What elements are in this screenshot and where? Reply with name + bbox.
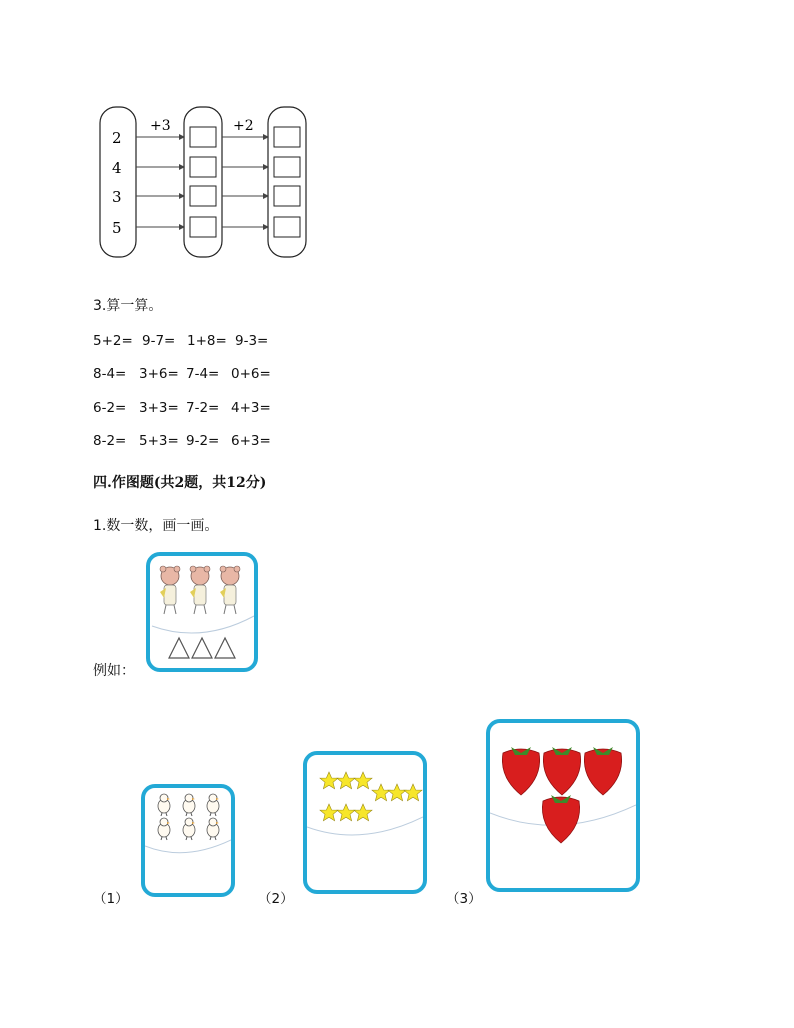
bear-icon (220, 566, 240, 614)
triangle-icon (169, 638, 189, 658)
equation: 5+2= (93, 333, 133, 349)
star-icon (388, 784, 406, 801)
example-label: 例如： (93, 663, 135, 679)
label-3: （3） (446, 891, 482, 907)
label-2: （2） (258, 891, 294, 907)
equation: 6+3= (231, 433, 271, 449)
triangle-icon (192, 638, 212, 658)
operator-plus3: +3 (150, 118, 171, 134)
triangle-icon (215, 638, 235, 658)
equation: 3+6= (139, 366, 179, 382)
example-illustration (150, 556, 254, 668)
star-icon (372, 784, 390, 801)
equation: 4+3= (231, 400, 271, 416)
operator-plus2: +2 (233, 118, 254, 134)
chick-icon (158, 794, 170, 816)
answer-box[interactable] (190, 157, 216, 177)
input-number: 4 (112, 159, 122, 177)
answer-box[interactable] (190, 127, 216, 147)
example-frame (146, 552, 258, 672)
answer-box[interactable] (190, 217, 216, 237)
addition-flow-diagram (90, 95, 320, 265)
strawberry-icon (584, 747, 621, 795)
section-title-calc: 3.算一算。 (93, 298, 163, 314)
equation: 8-4= (93, 366, 127, 382)
strawberry-icon (542, 795, 579, 843)
stars-illustration (307, 755, 423, 890)
answer-box[interactable] (274, 217, 300, 237)
equation: 6-2= (93, 400, 127, 416)
equation: 3+3= (139, 400, 179, 416)
answer-box[interactable] (274, 127, 300, 147)
star-icon (354, 772, 372, 789)
equation: 9-7= (142, 333, 176, 349)
answer-box[interactable] (274, 157, 300, 177)
strawberry-icon (543, 747, 580, 795)
strawberry-icon (502, 747, 539, 795)
chick-icon (183, 794, 195, 816)
strawberries-illustration (490, 723, 636, 888)
equation: 8-2= (93, 433, 127, 449)
drawing-frame-chicks[interactable] (141, 784, 235, 897)
equation: 0+6= (231, 366, 271, 382)
star-icon (337, 804, 355, 821)
answer-box[interactable] (190, 186, 216, 206)
input-number: 2 (112, 129, 122, 147)
label-1: （1） (93, 891, 129, 907)
star-icon (320, 772, 338, 789)
answer-box[interactable] (274, 186, 300, 206)
star-icon (320, 804, 338, 821)
equation: 1+8= (187, 333, 227, 349)
equation: 9-3= (235, 333, 269, 349)
input-number: 5 (112, 219, 122, 237)
equation: 7-4= (186, 366, 220, 382)
equation: 5+3= (139, 433, 179, 449)
question-count-draw: 1.数一数，画一画。 (93, 518, 219, 534)
star-icon (354, 804, 372, 821)
equation: 7-2= (186, 400, 220, 416)
drawing-frame-stars[interactable] (303, 751, 427, 894)
chick-icon (207, 794, 219, 816)
section-heading-drawing: 四.作图题(共2题，共12分) (93, 475, 267, 491)
chicks-illustration (145, 788, 231, 893)
chick-icon (207, 818, 219, 840)
chick-icon (158, 818, 170, 840)
star-icon (337, 772, 355, 789)
chick-icon (183, 818, 195, 840)
input-number: 3 (112, 188, 122, 206)
bear-icon (190, 566, 210, 614)
drawing-frame-strawberries[interactable] (486, 719, 640, 892)
star-icon (404, 784, 422, 801)
bear-icon (160, 566, 180, 614)
equation: 9-2= (186, 433, 220, 449)
